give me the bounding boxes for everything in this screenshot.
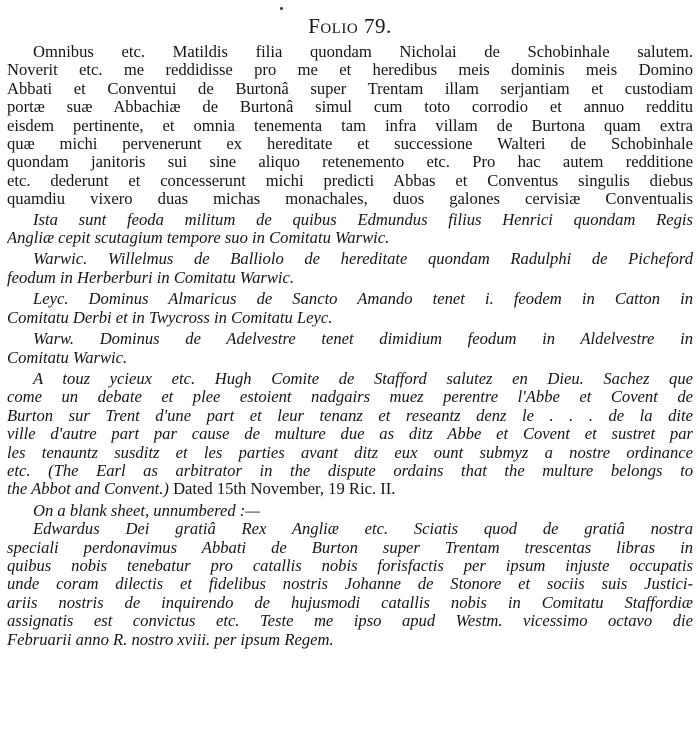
french-line: A touz ycieux etc. Hugh Comite de Stafford salutez en Dieu. Sachez que [33,369,693,388]
french-line: Burton sur Trent d'une part et leur tenanz et reseantz denz le . . . de la dite [7,406,693,425]
ink-speck [280,7,283,10]
french-date: Dated 15th November, 19 Ric. II. [168,480,396,499]
french-deed [7,370,693,499]
charter-line: Omnibus etc. Matildis filia quondam Nicholai de Schobinhale salutem. [33,43,693,61]
charter-line: etc. dederunt et concesserunt michi predicti Abbas et Conventus singulis diebus [7,171,693,190]
charter-line: Noverit etc. me reddidisse pro me et heredibus meis dominis meis Domino [7,61,693,80]
entry-warwic-line: Warwic. Willelmus de Balliolo de hereditate quondam Radulphi de Picheford [33,250,693,269]
charter-line: quamdiu vixero duas michas monachales, duos galones cervisiæ Conventualis [7,190,693,209]
feoda-intro [7,211,693,248]
blank-sheet-heading: On a blank sheet, unnumbered :— [33,501,261,520]
folio-heading: Folio 79. [308,14,392,38]
edward-pardon [7,520,693,649]
edward-line: quibus nobis tenebatur pro catallis nobis forisfactis per ipsum injuste occupatis [7,556,693,575]
french-last-italic: the Abbot and Convent.) [7,480,169,499]
feoda-intro-line: Angliæ cepit scutagium tempore suo in Comitatu Warwic. [7,229,390,248]
entry-leyc-line: Comitatu Derbi et in Twycross in Comitatu Leyc. [7,308,333,327]
french-line: les tenauntz susditz et les parties avant ditz eux ount submyz a nostre ordinance [7,443,693,462]
charter-line: quæ michi pervenerunt ex hereditate et successione Walteri de Schobinhale [7,135,693,154]
charter-line: portæ suæ Abbachiæ de Burtonâ simul cum toto corrodio et annuo redditu [7,98,693,117]
entry-warwic-line: feodum in Herberburi in Comitatu Warwic. [7,268,295,287]
document-page [7,0,693,649]
entry-leyc [7,290,693,327]
edward-line: Edwardus Dei gratiâ Rex Angliæ etc. Sciatis quod de gratiâ nostra [33,520,693,539]
french-line: come un debate et plee estoient nadgairs muez perentre l'Abbe et Covent de [7,388,693,407]
edward-line: Februarii anno R. nostro xviii. per ipsum Regem. [7,630,334,649]
entry-leyc-line: Leyc. Dominus Almaricus de Sancto Amando tenet i. feodem in Catton in [33,290,693,309]
entry-warwic [7,250,693,287]
french-line: ville d'autre part par cause de multure due as ditz Abbe et Covent et sustret par [7,425,693,444]
french-last-line [7,480,693,498]
charter-line: eisdem pertinente, et omnia tenementa tam infra villam de Burtona quam extra [7,116,693,135]
edward-line: assignatis est convictus etc. Teste me ipso apud Westm. vicessimo octavo die [7,612,693,631]
blank-sheet-note [7,502,693,520]
edward-line: ariis nostris de inquirendo de hujusmodi catallis nobis in Comitatu Staffordiæ [7,593,693,612]
charter-line: Abbati et Conventui de Burtonâ super Trentam illam serjantiam et custodiam [7,79,693,98]
charter-line: quondam janitoris sui sine aliquo retenemento etc. Pro hac autem redditione [7,153,693,172]
entry-warw-line: Comitatu Warwic. [7,348,128,367]
charter-paragraph [7,43,693,209]
feoda-intro-line: Ista sunt feoda militum de quibus Edmundus filius Henrici quondam Regis [33,210,693,229]
entry-warw [7,330,693,367]
french-line: etc. (The Earl as arbitrator in the dispute ordains that the multure belongs to [7,461,693,480]
entry-warw-line: Warw. Dominus de Adelvestre tenet dimidium feodum in Aldelvestre in [33,330,693,349]
edward-line: unde coram dilectis et fidelibus nostris Johanne de Stonore et sociis suis Justici- [7,575,693,594]
edward-line: speciali perdonavimus Abbati de Burton super Trentam trescentas libras in [7,538,693,557]
